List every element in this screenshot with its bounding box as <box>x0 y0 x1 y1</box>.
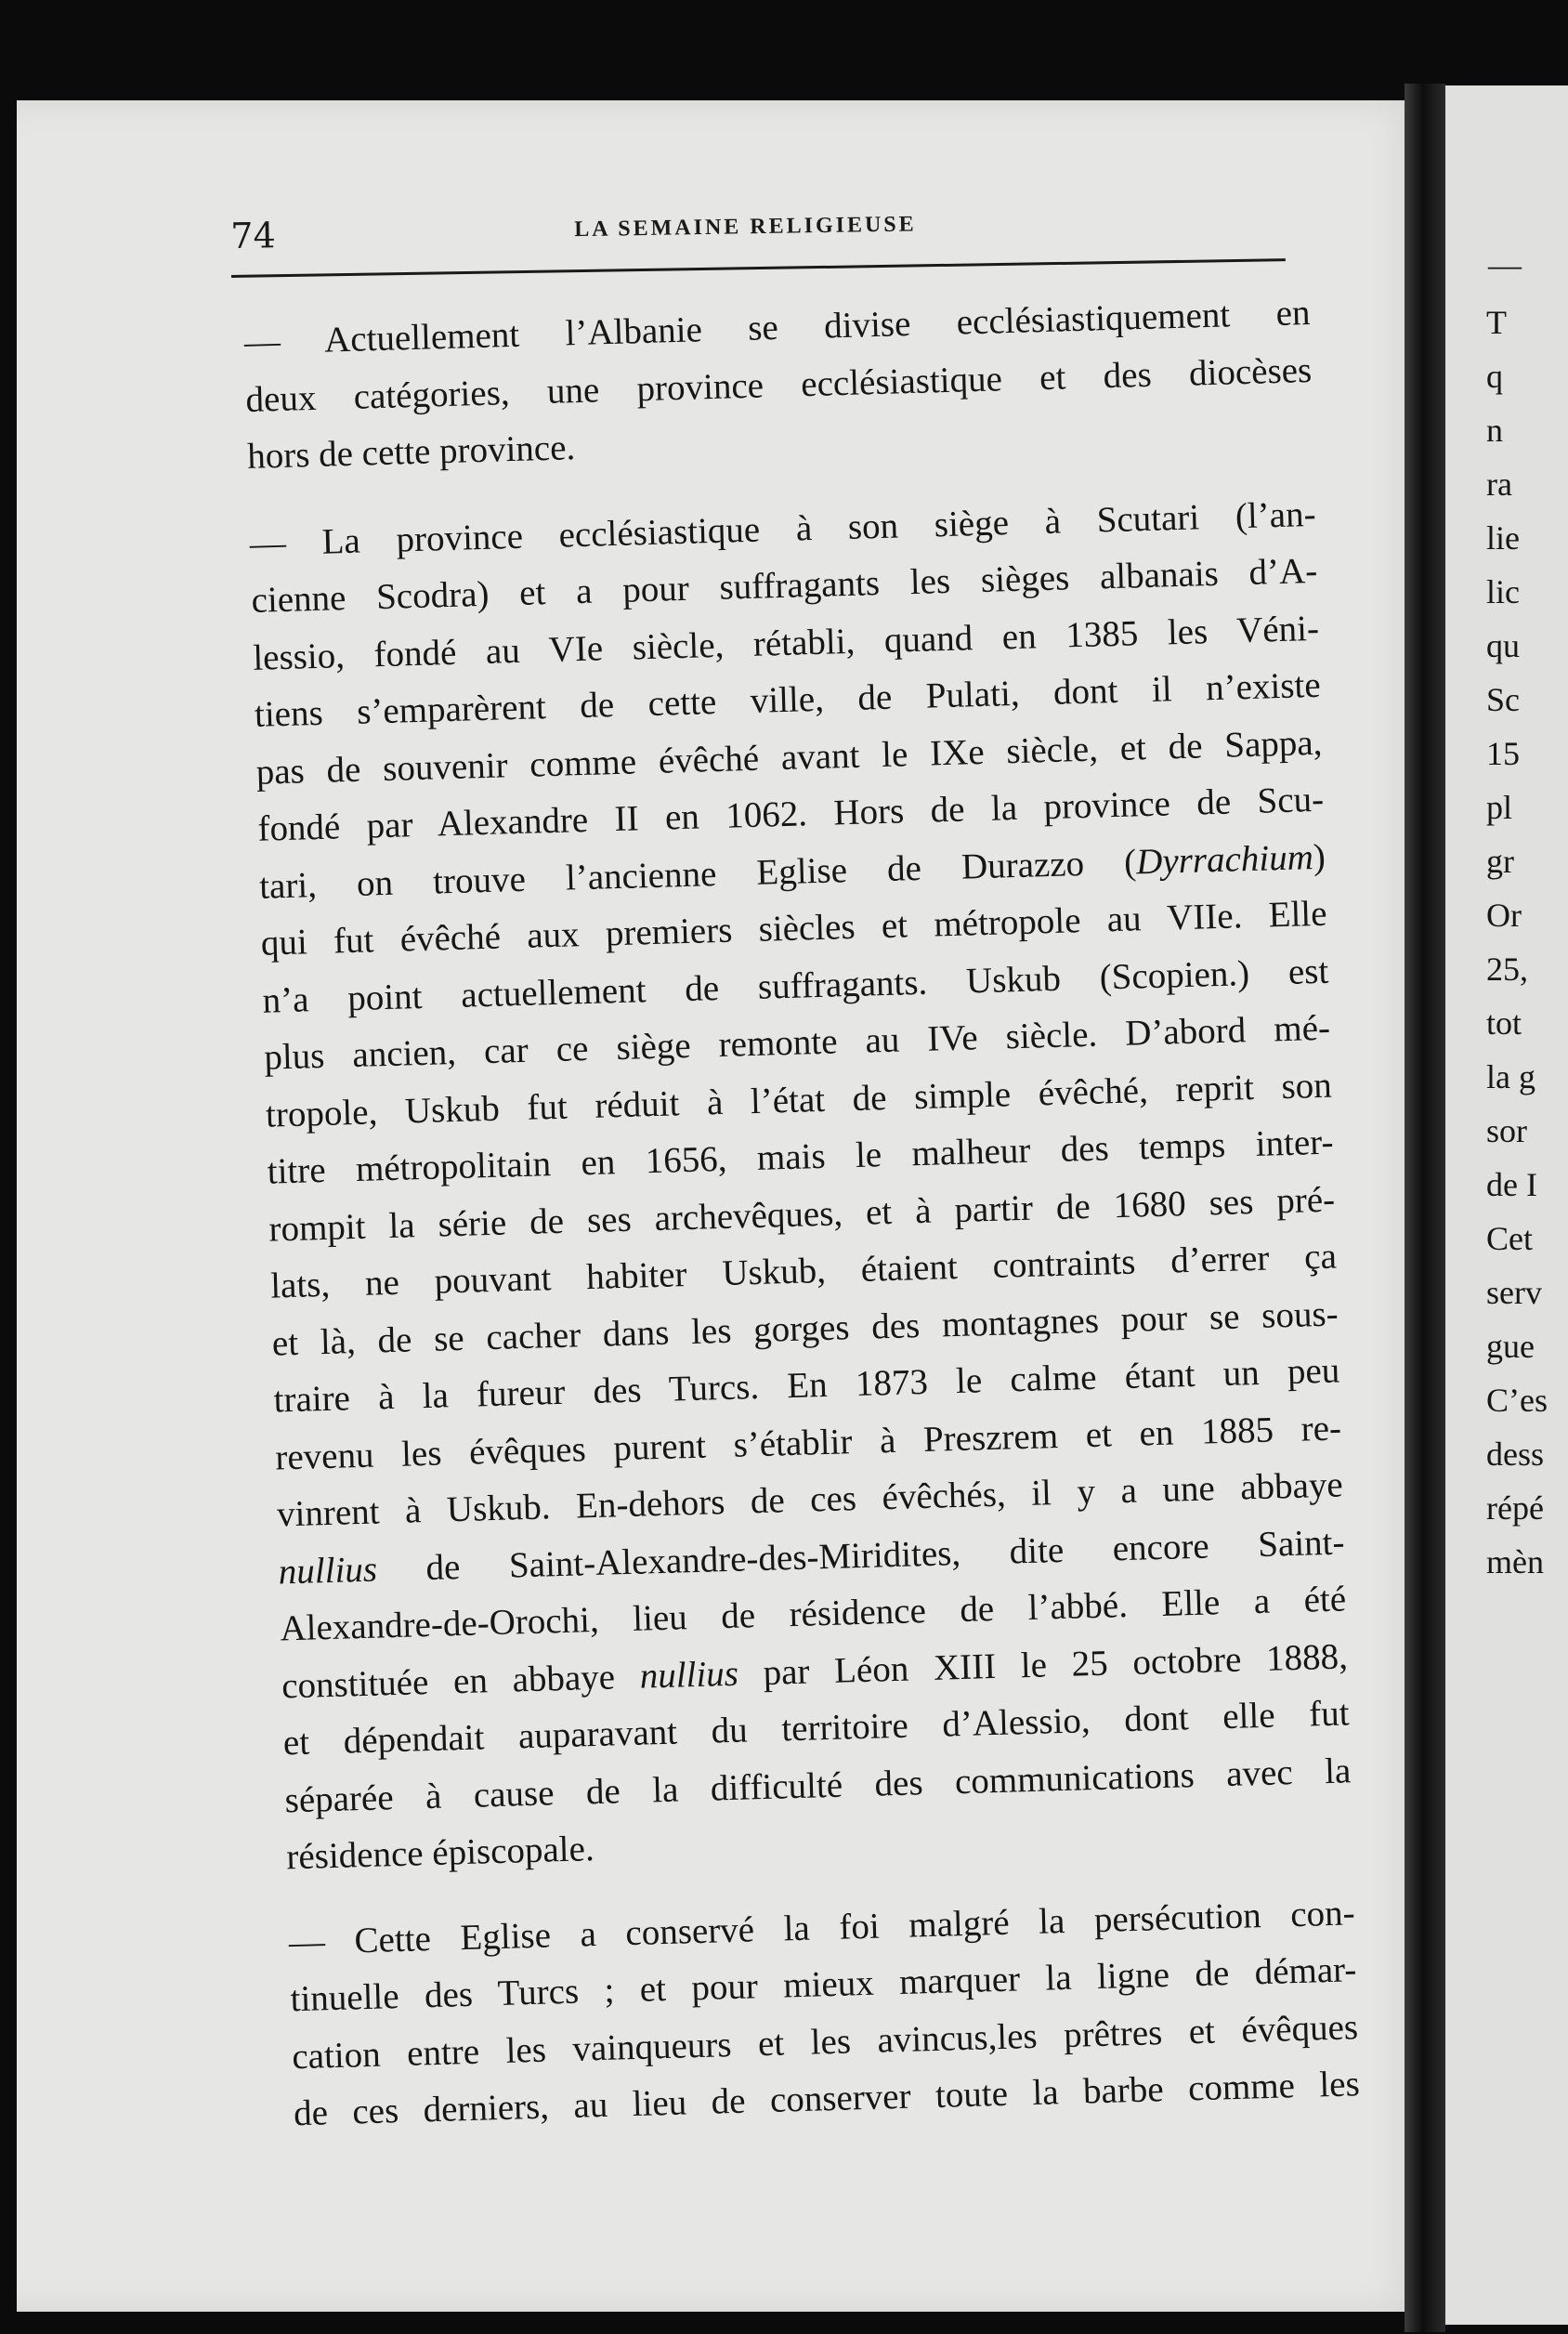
right-page-line: 25, <box>1486 951 1528 988</box>
book-gutter <box>1405 84 1445 2332</box>
right-page-line: dess <box>1486 1436 1544 1473</box>
text-line: tari, on trouve l’ancienne Eglise de Durazzo (Dyrrachium) <box>258 836 1326 907</box>
right-page-line: serv <box>1486 1274 1542 1311</box>
text-line: — Cette Eglise a conservé la foi malgré la persécution con- <box>288 1892 1356 1962</box>
text-line: et là, de se cacher dans les gorges des montagnes pour se sous- <box>271 1293 1339 1364</box>
right-page-line: ra <box>1486 465 1512 503</box>
text-line: résidence épiscopale. <box>285 1829 595 1878</box>
text-line: Alexandre-de-Orochi, lieu de résidence de l’abbé. Elle a été <box>279 1579 1347 1649</box>
text-line: pas de souvenir comme évêché avant le IXe siècle, et de Sappa, <box>255 722 1323 793</box>
text-line: hors de cette province. <box>246 427 576 477</box>
text-line: — La province ecclésiastique à son siège à Scutari (l’an- <box>249 493 1317 564</box>
right-page-text <box>1486 246 1568 1589</box>
text-line: n’a point actuellement de suffragants. Uskub (Scopien.) est <box>262 951 1329 1021</box>
right-page-line: la g <box>1486 1058 1535 1095</box>
text-line: et dépendait auparavant du territoire d’Alessio, dont elle fut <box>282 1693 1351 1764</box>
text-line: revenu les évêques purent s’établir à Preszrem et en 1885 re- <box>274 1407 1342 1478</box>
right-page-line: lie <box>1486 519 1520 557</box>
text-line: vinrent à Uskub. En-dehors de ces évêchés, il y a une abbaye <box>276 1464 1344 1535</box>
text-line: — Actuellement l’Albanie se divise ecclésiastiquement en <box>243 292 1312 362</box>
text-line: rompit la série de ses archevêques, et à partir de 1680 ses pré- <box>268 1179 1336 1250</box>
text-line: séparée à cause de la difficulté des communications avec la <box>284 1750 1352 1820</box>
text-line: nullius de Saint-Alexandre-des-Miridites, dite encore Saint- <box>278 1521 1345 1592</box>
text-line: plus ancien, car ce siège remonte au IVe siècle. D’abord mé- <box>263 1007 1331 1078</box>
text-line: cation entre les vainqueurs et les avincus,les prêtres et évêques <box>291 2006 1359 2077</box>
right-page-line: C’es <box>1486 1382 1548 1419</box>
paragraph <box>243 284 1314 485</box>
right-page-line: pl <box>1486 789 1513 826</box>
right-page-line: sor <box>1486 1112 1527 1149</box>
right-page-line: mèn <box>1486 1543 1544 1580</box>
text-line: traire à la fureur des Turcs. En 1873 le calme étant un peu <box>273 1350 1340 1421</box>
right-page-line: répé <box>1486 1489 1544 1527</box>
text-line: tropole, Uskub fut réduit à l’état de simple évêché, reprit son <box>265 1065 1333 1135</box>
text-line: cienne Scodra) et a pour suffragants les sièges albanais d’A- <box>251 550 1318 621</box>
text-line: de ces derniers, au lieu de conserver toute la barbe comme les <box>293 2064 1361 2134</box>
text-line: tiens s’emparèrent de cette ville, de Pulati, dont il n’existe <box>254 664 1322 735</box>
right-page-line: gue <box>1486 1328 1535 1365</box>
right-page-dash: — <box>1488 246 1522 283</box>
text-line: deux catégories, une province ecclésiastique et des diocèses <box>244 349 1313 420</box>
text-line: tinuelle des Turcs ; et pour mieux marquer la ligne de démar- <box>290 1949 1357 2020</box>
right-page-line: Sc <box>1486 681 1520 718</box>
right-page-line: 15 <box>1486 735 1520 772</box>
right-page-line: qu <box>1486 627 1520 664</box>
page-number: 74 <box>230 215 277 256</box>
text-line: lats, ne pouvant habiter Uskub, étaient contraints d’errer ça <box>269 1236 1338 1306</box>
right-page-line: q <box>1486 358 1503 395</box>
paragraph <box>288 1884 1360 2143</box>
right-page-line: T <box>1486 304 1507 341</box>
text-line: lessio, fondé au VIe siècle, rétabli, quand en 1385 les Véni- <box>252 608 1320 678</box>
body-text <box>243 284 1361 2170</box>
right-page-line: Cet <box>1486 1220 1533 1257</box>
right-page-line: gr <box>1486 843 1514 880</box>
text-line: fondé par Alexandre II en 1062. Hors de la province de Scu- <box>256 779 1325 849</box>
right-page-line: Or <box>1486 897 1522 934</box>
running-title: LA SEMAINE RELIGIEUSE <box>574 212 917 243</box>
right-page-line: tot <box>1486 1004 1522 1042</box>
text-line: constituée en abbaye nullius par Léon XIII le 25 octobre 1888, <box>281 1635 1349 1706</box>
paragraph <box>249 485 1353 1885</box>
text-line: titre métropolitain en 1656, mais le malheur des temps inter- <box>267 1121 1334 1192</box>
right-page-line: lic <box>1486 573 1520 610</box>
right-page-line: de I <box>1486 1166 1537 1203</box>
right-page-line: n <box>1486 412 1503 449</box>
text-line: qui fut évêché aux premiers siècles et métropole au VIIe. Elle <box>260 893 1328 964</box>
